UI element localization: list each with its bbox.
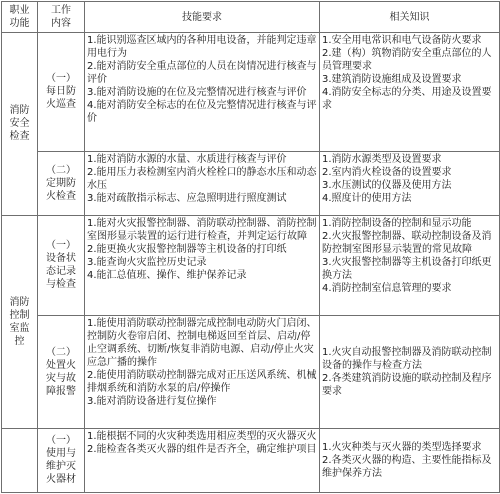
header-requirements-label: 技能要求: [182, 11, 222, 23]
requirement-item: 1.能对火灾报警控制器、消防联动控制器、消防控制室图形显示装置的运行进行检查，并判定运行故障: [87, 217, 317, 242]
function-cell-safety-check: [2, 33, 38, 216]
content-label: （一） 每日防 火巡查: [46, 73, 76, 111]
header-knowledge-label: 相关知识: [389, 11, 430, 23]
requirement-item: 2.能使用消防联动控制器完成对正压送风系统、机械排烟系统和消防水泵的启/停操作: [87, 370, 317, 395]
content-cell: [38, 428, 85, 492]
header-function-label: 职业 功能: [9, 5, 30, 29]
knowledge-item: 3.建筑消防设施组成及设置要求: [322, 74, 462, 85]
knowledge-item: 2.室内消火栓设备的设置要求: [322, 166, 452, 178]
content-cell: [38, 33, 85, 152]
table-row: [2, 33, 500, 152]
table-row: [2, 215, 500, 315]
requirement-item: 1.能识别巡查区域内的各种用电设备，并能判定违章用电行为: [87, 35, 317, 59]
knowledge-item: 3.火灾报警控制器等主机设备打印纸更换方法: [322, 256, 492, 281]
knowledge-cell: [320, 151, 500, 215]
function-cell-empty: [2, 428, 38, 492]
content-cell: [38, 215, 85, 315]
knowledge-item: 1.火灾种类与灭火器的类型选择要求: [322, 441, 482, 453]
knowledge-cell: [320, 33, 500, 152]
requirement-item: 3.能查询火灾监控历史记录: [87, 256, 207, 268]
requirements-cell: [85, 316, 320, 428]
knowledge-item: 4.照度计的使用方法: [322, 192, 412, 204]
header-knowledge: [320, 2, 500, 33]
requirement-item: 2.能更换火灾报警控制器等主机设备的打印纸: [87, 243, 287, 255]
knowledge-item: 1.火灾自动报警控制器及消防联动控制设备的操作与检查方法: [322, 346, 492, 371]
knowledge-cell: [320, 215, 500, 315]
header-row: [2, 2, 500, 33]
requirement-item: 1.能使用消防联动控制器完成控制电动防火门启闭、控制防火卷帘启闭、控制电梯返回至首层、启动/停止空调系统、切断/恢复非消防电源、启动/停止火灾应急广播的操作: [87, 318, 317, 369]
knowledge-cell: [320, 316, 500, 428]
content-label: （一） 设备状 态记录 与检查: [46, 240, 76, 291]
table-row: [2, 151, 500, 215]
knowledge-item: 1.安全用电常识和电气设备防火要求: [322, 35, 482, 46]
header-function: [2, 2, 38, 33]
requirement-item: 3.能对疏散指示标志、应急照明进行照度测试: [87, 192, 287, 204]
knowledge-item: 2.火灾报警控制器、联动控制设备及消防控制室图形显示装置的常见故障: [322, 230, 492, 255]
function-cell-control-room: [2, 215, 38, 428]
requirements-cell: [85, 151, 320, 215]
requirement-item: 3.能对消防设施的在位及完整情况进行核查与评价: [87, 87, 307, 98]
knowledge-item: 4.消防控制室信息管理的要求: [322, 282, 452, 294]
function-label: 消防 控制 室监 控: [9, 296, 30, 347]
knowledge-cell: [320, 428, 500, 492]
header-content-label: 工作 内容: [51, 5, 71, 29]
knowledge-item: 1.消防水源类型及设置要求: [322, 153, 442, 165]
requirements-cell: [85, 428, 320, 492]
requirement-item: 4.能对消防安全标志的在位及完整情况进行核查与评价: [87, 100, 317, 124]
header-content: [38, 2, 85, 33]
requirement-item: 4.能汇总值班、操作、维护保养记录: [87, 269, 247, 281]
requirement-item: 2.能检查各类灭火器的组件是否齐全，确定维护项目: [87, 443, 317, 455]
function-label: 消防 安全 检查: [9, 105, 30, 143]
content-label: （二） 定期防 火检查: [46, 164, 76, 202]
knowledge-item: 2.各类灭火器的构造、主要性能指标及维护保养方法: [322, 454, 492, 479]
knowledge-item: 2.各类建筑消防设施的联动控制及程序要求: [322, 372, 492, 397]
requirement-item: 2.能对消防安全重点部位的人员在岗情况进行核查与评价: [87, 61, 317, 85]
knowledge-item: 1.消防控制设备的控制和显示功能: [322, 217, 472, 229]
knowledge-item: 4.消防安全标志的分类、用途及设置要求: [322, 87, 492, 111]
content-label: （二） 处置火 灾与故 障报警: [46, 346, 76, 397]
header-requirements: [85, 2, 320, 33]
skill-requirements-table: [1, 1, 500, 493]
requirement-item: 3.能对消防设备进行复位操作: [87, 396, 217, 408]
content-label: （一） 使用与 维护灭 火器材: [46, 435, 76, 486]
content-cell: [38, 316, 85, 428]
table-row: [2, 316, 500, 428]
requirement-item: 2.能用压力表检测室内消火栓栓口的静态水压和动态水压: [87, 166, 317, 191]
knowledge-item: 3.水压测试的仪器及使用方法: [322, 179, 452, 191]
requirements-cell: [85, 215, 320, 315]
table-row: [2, 428, 500, 492]
requirement-item: 1.能对消防水源的水量、水质进行核查与评价: [87, 153, 287, 165]
content-cell: [38, 151, 85, 215]
requirement-item: 1.能根据不同的火灾种类选用相应类型的灭火器灭火: [87, 430, 317, 442]
requirements-cell: [85, 33, 320, 152]
knowledge-item: 2.建（构）筑物消防安全重点部位的人员管理要求: [322, 48, 492, 72]
